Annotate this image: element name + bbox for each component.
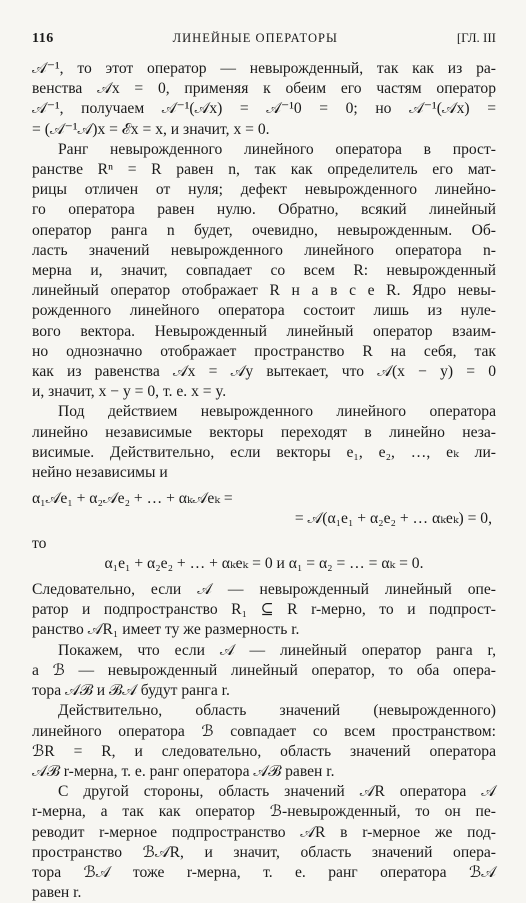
text-line: то xyxy=(32,534,47,552)
text-line: нейно независимы и xyxy=(32,464,168,482)
formula-line: α₁𝒜e₁ + α₂𝒜e₂ + … + αₖ𝒜eₖ = xyxy=(32,490,233,508)
page-number: 116 xyxy=(32,31,54,46)
text-line: Действительно, область значений (невырожденного) xyxy=(58,702,496,720)
text-line: 𝒜ℬ r-мерна, т. е. ранг оператора 𝒜ℬ равен r. xyxy=(32,762,335,780)
text-line: = (𝒜⁻¹𝒜)x = ℰx = x, и значит, x = 0. xyxy=(32,120,270,138)
text-line: ранство 𝒜R₁ имеет ту же размерность r. xyxy=(32,621,300,639)
text-line: ранстве Rⁿ = R равен n, так как определитель его мат- xyxy=(32,161,496,179)
text-line: вого вектора. Невырожденный линейный оператор взаим- xyxy=(32,322,496,340)
running-title: ЛИНЕЙНЫЕ ОПЕРАТОРЫ xyxy=(172,31,338,45)
text-line: 𝒜⁻¹, то этот оператор — невырожденный, так как из ра- xyxy=(32,60,496,77)
text-line: ратор и подпространство R₁ ⊆ R r-мерно, то и подпрост- xyxy=(32,601,496,619)
text-line: как из равенства 𝒜x = 𝒜y вытекает, что 𝒜(x − y) = 0 xyxy=(32,363,496,381)
text-line: Под действием невырожденного линейного оператора xyxy=(58,403,496,421)
text-line: ласть значений невырожденного линейного оператора n- xyxy=(32,241,496,259)
text-line: мерна и, значит, совпадает со всем R: невырожденный xyxy=(32,262,496,280)
chapter-label: [ГЛ. III xyxy=(456,30,496,45)
text-line: го оператора равен нулю. Обратно, всякий линейный xyxy=(32,201,496,219)
formula-line: α₁e₁ + α₂e₂ + … + αₖeₖ = 0 и α₁ = α₂ = … = αₖ = 0. xyxy=(104,554,424,572)
text-line: Ранг невырожденного линейного оператора в прост- xyxy=(58,140,496,158)
text-line: но однозначно отображает пространство R на себя, так xyxy=(32,342,496,360)
text-line: 𝒜⁻¹, получаем 𝒜⁻¹(𝒜x) = 𝒜⁻¹0 = 0; но 𝒜⁻¹(𝒜x) = xyxy=(32,100,496,118)
text-line: ℬR = R, и следовательно, область значений оператора xyxy=(32,742,496,760)
text-line: пространство ℬ𝒜R, и значит, область значений опера- xyxy=(32,843,496,861)
page-header xyxy=(32,30,496,47)
text-line: тора ℬ𝒜 тоже r-мерна, т. е. ранг оператора ℬ𝒜 xyxy=(32,863,496,881)
text-line: оператор ранга n будет, очевидно, невырожденным. Об- xyxy=(32,221,496,239)
text-line: висимые. Действительно, если векторы e₁, e₂, …, eₖ ли- xyxy=(32,443,496,461)
text-line: а ℬ — невырожденный линейный оператор, то оба опера- xyxy=(32,661,496,679)
text-line: рожденного линейного оператора состоит лишь из нуле- xyxy=(32,302,496,320)
text-line: венства 𝒜x = 0, применяя к обеим его частям оператор xyxy=(32,80,496,98)
text-line: линейный оператор отображает R н а в с е R. Ядро невы- xyxy=(32,282,496,300)
formula-line: = 𝒜(α₁e₁ + α₂e₂ + … αₖeₖ) = 0, xyxy=(294,510,492,528)
text-line: Следовательно, если 𝒜 — невырожденный линейный опе- xyxy=(32,581,496,599)
text-line: линейного оператора ℬ совпадает со всем пространством: xyxy=(32,722,496,740)
text-line: реводит r-мерное подпространство 𝒜R в r-мерное же под- xyxy=(32,823,496,841)
text-line: тора 𝒜ℬ и ℬ𝒜 будут ранга r. xyxy=(32,682,230,700)
text-line: рицы отличен от нуля; дефект невырожденного линейно- xyxy=(32,181,496,199)
text-line: равен r. xyxy=(32,884,82,902)
text-line: линейно независимые векторы переходят в линейно неза- xyxy=(32,423,496,441)
text-line: Покажем, что если 𝒜 — линейный оператор ранга r, xyxy=(58,641,496,659)
text-line: r-мерна, а так как оператор ℬ-невырожденный, то он пе- xyxy=(32,803,496,821)
text-line: и, значит, x − y = 0, т. е. x = y. xyxy=(32,383,227,401)
text-line: С другой стороны, область значений 𝒜R оператора 𝒜 xyxy=(58,783,496,801)
body-text xyxy=(32,59,496,903)
